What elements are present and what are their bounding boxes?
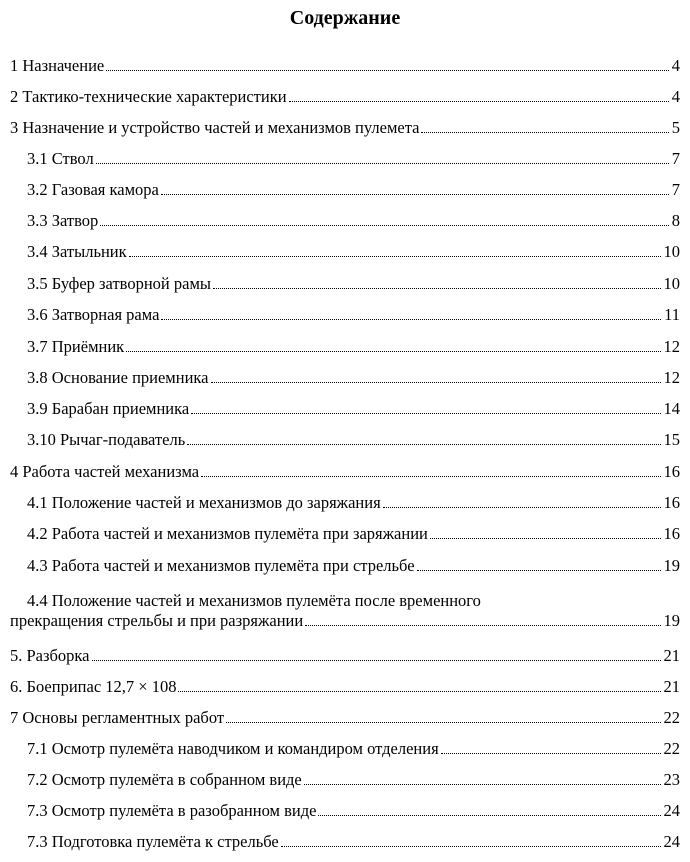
leader-dots <box>383 507 661 508</box>
toc-entry-label: 3.3 Затвор <box>27 211 99 230</box>
leader-dots <box>100 225 668 226</box>
leader-dots <box>289 101 669 102</box>
toc-entry-page: 14 <box>663 399 680 418</box>
toc-entry-label: 3.8 Основание приемника <box>27 368 209 387</box>
toc-entry-label: 4.1 Положение частей и механизмов до заряжания <box>27 493 381 512</box>
toc-entry-label: 6. Боеприпас 12,7 × 108 <box>10 677 177 696</box>
leader-dots <box>178 691 660 692</box>
toc-entry-label: 3 Назначение и устройство частей и механизмов пулемета <box>10 118 420 137</box>
toc-entry-page: 19 <box>663 611 680 630</box>
toc-entry-7-3b[interactable] <box>27 832 680 852</box>
toc-entry-label: 7.3 Подготовка пулемёта к стрельбе <box>27 832 279 851</box>
toc-entry-page: 16 <box>663 524 680 543</box>
leader-dots <box>201 476 660 477</box>
toc-entry-page: 7 <box>671 149 680 168</box>
leader-dots <box>161 319 661 320</box>
toc-entry-page: 7 <box>671 180 680 199</box>
toc-entry-page: 12 <box>663 368 680 387</box>
toc-entry-label: 3.2 Газовая камора <box>27 180 159 199</box>
toc-entry-page: 8 <box>671 211 680 230</box>
toc-entry-6[interactable] <box>10 677 680 697</box>
toc-entry-3-9[interactable] <box>27 399 680 419</box>
toc-entry-label: 7 Основы регламентных работ <box>10 708 225 727</box>
toc-entry-4-2[interactable] <box>27 524 680 544</box>
toc-entry-label: 7.2 Осмотр пулемёта в собранном виде <box>27 770 302 789</box>
toc-entry-7-3[interactable] <box>27 801 680 821</box>
toc-entry-label: 5. Разборка <box>10 646 90 665</box>
toc-entry-page: 24 <box>663 832 680 851</box>
toc-entry-page: 16 <box>663 493 680 512</box>
toc-entry-label: 7.3 Осмотр пулемёта в разобранном виде <box>27 801 317 820</box>
toc-entry-label: 4.2 Работа частей и механизмов пулемёта при заряжании <box>27 524 428 543</box>
toc-entry-label: 3.5 Буфер затворной рамы <box>27 274 211 293</box>
toc-entry-page: 22 <box>663 708 680 727</box>
toc-entry-page: 16 <box>663 462 680 481</box>
toc-entry-label: 3.9 Барабан приемника <box>27 399 190 418</box>
toc-entry-3-1[interactable] <box>27 149 680 169</box>
toc-entry-3-3[interactable] <box>27 211 680 231</box>
toc-entry-page: 4 <box>671 56 680 75</box>
leader-dots <box>318 815 660 816</box>
leader-dots <box>226 722 660 723</box>
toc-entry-4[interactable] <box>10 462 680 482</box>
toc-entry-label: 4 Работа частей механизма <box>10 462 200 481</box>
toc-entry-1[interactable] <box>10 56 680 76</box>
toc-entry-page: 24 <box>663 801 680 820</box>
toc-entry-page: 10 <box>663 274 680 293</box>
toc-entry-label: 2 Тактико-технические характеристики <box>10 87 287 106</box>
toc-entry-page: 21 <box>663 646 680 665</box>
toc-entry-3-5[interactable] <box>27 274 680 294</box>
toc-entry-3-4[interactable] <box>27 242 680 262</box>
toc-entry-7-1[interactable] <box>27 739 680 759</box>
leader-dots <box>92 660 661 661</box>
toc-entry-page: 5 <box>671 118 680 137</box>
toc-entry-page: 10 <box>663 242 680 261</box>
toc-entry-3-8[interactable] <box>27 368 680 388</box>
toc-entry-3-6[interactable] <box>27 305 680 325</box>
toc-entry-page: 23 <box>663 770 680 789</box>
toc-entry-page: 4 <box>671 87 680 106</box>
leader-dots <box>211 382 661 383</box>
toc-entry-3-2[interactable] <box>27 180 680 200</box>
toc-entry-3-10[interactable] <box>27 430 680 450</box>
toc-entry-page: 12 <box>663 337 680 356</box>
leader-dots <box>106 70 669 71</box>
toc-entry-4-4-line1[interactable] <box>27 591 680 611</box>
leader-dots <box>96 163 669 164</box>
toc-entry-7-2[interactable] <box>27 770 680 790</box>
toc-entry-label: 3.1 Ствол <box>27 149 94 168</box>
leader-dots <box>187 444 660 445</box>
leader-dots <box>191 413 660 414</box>
toc-entry-label-line1: 4.4 Положение частей и механизмов пулемёта после временного <box>27 591 481 610</box>
leader-dots <box>281 846 661 847</box>
leader-dots <box>417 570 661 571</box>
leader-dots <box>161 194 669 195</box>
toc-entry-3[interactable] <box>10 118 680 138</box>
toc-entry-page: 11 <box>664 305 680 324</box>
toc-entry-3-7[interactable] <box>27 337 680 357</box>
toc-entry-page: 21 <box>663 677 680 696</box>
toc-entry-7[interactable] <box>10 708 680 728</box>
leader-dots <box>305 625 660 626</box>
toc-entry-label: 1 Назначение <box>10 56 105 75</box>
toc-entry-label: 4.3 Работа частей и механизмов пулемёта при стрельбе <box>27 556 415 575</box>
toc-entry-page: 22 <box>663 739 680 758</box>
leader-dots <box>129 256 661 257</box>
toc-entry-label: 3.10 Рычаг-подаватель <box>27 430 186 449</box>
toc-entry-label: 3.4 Затыльник <box>27 242 127 261</box>
page-title: Содержание <box>289 7 401 29</box>
toc-entry-5[interactable] <box>10 646 680 666</box>
toc-entry-label: 7.1 Осмотр пулемёта наводчиком и командиром отделения <box>27 739 439 758</box>
leader-dots <box>441 753 661 754</box>
leader-dots <box>304 784 661 785</box>
toc-entry-2[interactable] <box>10 87 680 107</box>
toc-entry-page: 19 <box>663 556 680 575</box>
toc-entry-label-line2: прекращения стрельбы и при разряжании <box>10 611 304 630</box>
leader-dots <box>421 132 668 133</box>
toc-entry-label: 3.7 Приёмник <box>27 337 125 356</box>
toc-entry-4-1[interactable] <box>27 493 680 513</box>
toc-entry-label: 3.6 Затворная рама <box>27 305 160 324</box>
leader-dots <box>430 538 661 539</box>
toc-entry-4-3[interactable] <box>27 556 680 576</box>
toc-entry-4-4[interactable] <box>10 611 680 631</box>
leader-dots <box>213 288 661 289</box>
toc-entry-page: 15 <box>663 430 680 449</box>
leader-dots <box>126 351 660 352</box>
